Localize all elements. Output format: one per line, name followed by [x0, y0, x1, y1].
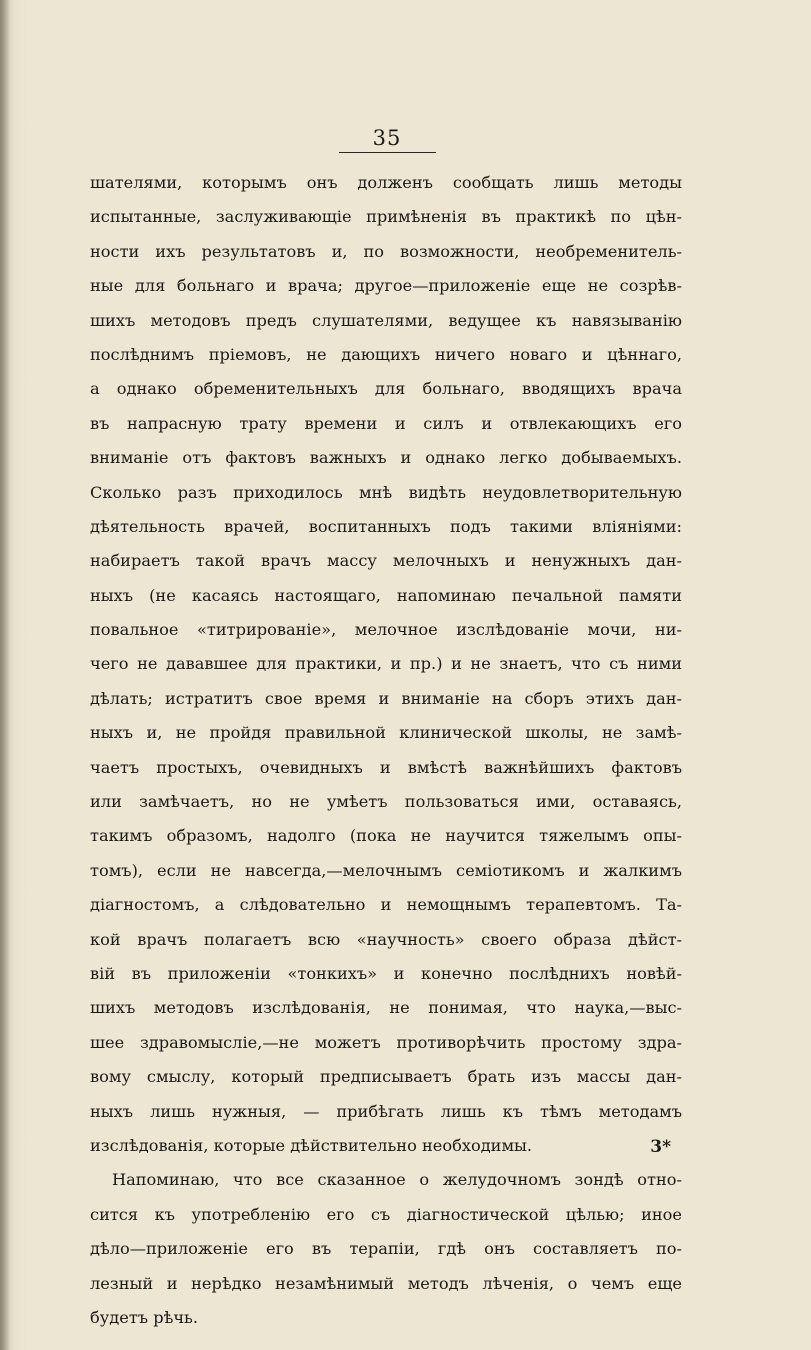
text-line: шихъ методовъ изслѣдованія, не понимая, что наука,—выс-: [90, 998, 682, 1018]
signature-mark: 3*: [650, 1137, 671, 1157]
text-line: испытанные, заслуживающіе примѣненія въ практикѣ по цѣн-: [90, 207, 682, 227]
page-number: 35: [372, 126, 402, 150]
text-line: набираетъ такой врачъ массу мелочныхъ и ненужныхъ дан-: [90, 551, 682, 571]
text-line: или замѣчаетъ, но не умѣетъ пользоваться ими, оставаясь,: [90, 792, 682, 812]
text-line: дѣло—приложеніе его въ терапіи, гдѣ онъ составляетъ по-: [90, 1239, 682, 1259]
text-line: такимъ образомъ, надолго (пока не научится тяжелымъ опы-: [90, 826, 682, 846]
text-line: Сколько разъ приходилось мнѣ видѣть неудовлетворительную: [90, 482, 682, 502]
text-line: будетъ рѣчь.: [90, 1307, 199, 1327]
text-line: шее здравомысліе,—не можетъ противорѣчить простому здра-: [90, 1032, 682, 1052]
text-line: дѣлать; истратитъ свое время и вниманіе на сборъ этихъ дан-: [90, 688, 682, 708]
text-line: ныхъ (не касаясь настоящаго, напоминаю печальной памяти: [90, 585, 682, 605]
text-line: вій въ приложеніи «тонкихъ» и конечно послѣднихъ новѣй-: [90, 963, 682, 983]
text-line: лезный и нерѣдко незамѣнимый методъ лѣченія, о чемъ еще: [90, 1273, 682, 1293]
text-line: шихъ методовъ предъ слушателями, ведущее къ навязыванію: [90, 310, 682, 330]
text-line: Напоминаю, что все сказанное о желудочномъ зондѣ отно-: [112, 1170, 682, 1190]
spine-shadow: [0, 0, 10, 1350]
text-line: изслѣдованія, которые дѣйствительно необходимы.: [90, 1135, 533, 1155]
text-line: ныхъ и, не пройдя правильной клинической школы, не замѣ-: [90, 723, 682, 743]
text-line: чего не дававшее для практики, и пр.) и не знаетъ, что съ ними: [90, 654, 682, 674]
text-line: діагностомъ, а слѣдовательно и немощнымъ терапевтомъ. Та-: [90, 895, 682, 915]
text-line: кой врачъ полагаетъ всю «научность» своего образа дѣйст-: [90, 929, 682, 949]
text-line: ности ихъ результатовъ и, по возможности, необременитель-: [90, 241, 682, 261]
text-line: чаетъ простыхъ, очевидныхъ и вмѣстѣ важнѣйшихъ фактовъ: [90, 757, 682, 777]
text-line: шателями, которымъ онъ долженъ сообщать лишь методы: [90, 173, 682, 192]
page-number-rule: [339, 152, 436, 153]
text-line: дѣятельность врачей, воспитанныхъ подъ такими вліяніями:: [90, 516, 682, 536]
text-line: въ напрасную трату времени и силъ и отвлекающихъ его: [90, 413, 682, 433]
body-text: [90, 166, 682, 1335]
text-line: а однако обременительныхъ для больнаго, вводящихъ врача: [90, 379, 682, 399]
text-line: ные для больнаго и врача; другое—приложеніе еще не созрѣв-: [90, 276, 682, 296]
text-line: послѣднимъ пріемовъ, не дающихъ ничего новаго и цѣннаго,: [90, 344, 682, 364]
text-line: ныхъ лишь нужныя, — прибѣгать лишь къ тѣмъ методамъ: [90, 1101, 682, 1121]
text-line: вниманіе отъ фактовъ важныхъ и однако легко добываемыхъ.: [90, 448, 682, 468]
text-line: томъ), если не навсегда,—мелочнымъ семіотикомъ и жалкимъ: [90, 860, 682, 880]
text-line: сится къ употребленію его съ діагностической цѣлью; иное: [90, 1204, 682, 1224]
text-line: вому смыслу, который предписываетъ брать изъ массы дан-: [90, 1067, 682, 1087]
text-line: повальное «титрированіе», мелочное изслѣдованіе мочи, ни-: [90, 620, 682, 640]
